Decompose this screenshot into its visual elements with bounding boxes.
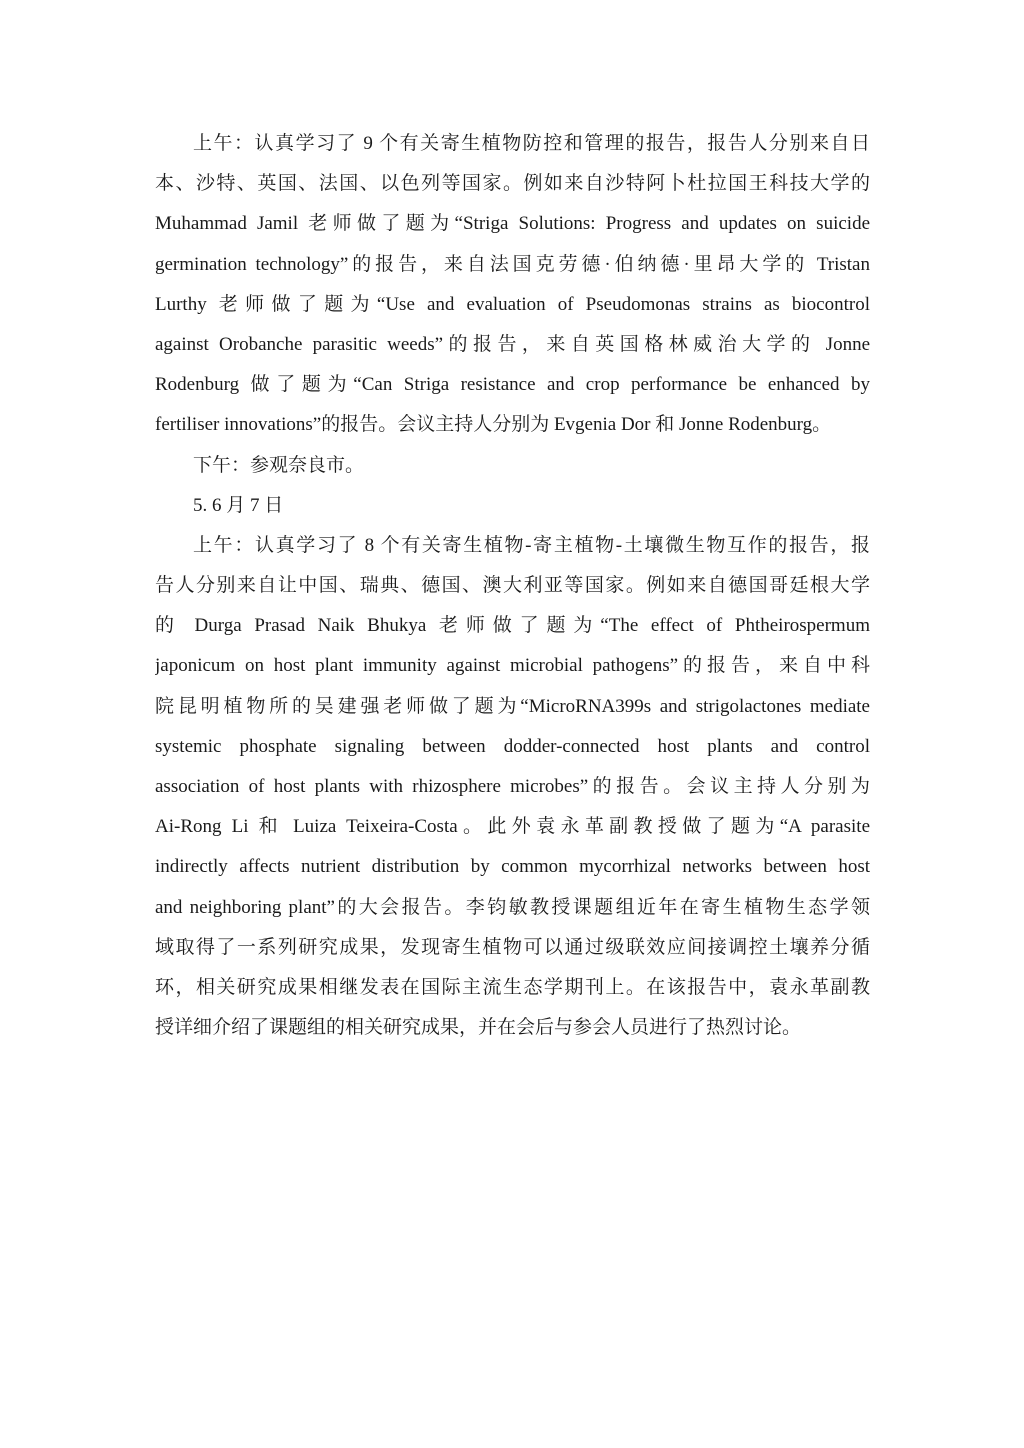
paragraph-line: Lurthy 老师做了题为“Use and evaluation of Pseudomonas strains as biocontrol [155,293,870,315]
paragraph-line: against Orobanche parasitic weeds”的报告，来自英国格林威治大学的 Jonne [155,333,870,355]
paragraph-line: 授详细介绍了课题组的相关研究成果，并在会后与参会人员进行了热烈讨论。 [155,1017,802,1039]
paragraph-line: 上午：认真学习了 8 个有关寄生植物-寄主植物-土壤微生物互作的报告，报 [193,534,870,556]
paragraph-line: Muhammad Jamil 老师做了题为“Striga Solutions: Progress and updates on suicide [155,213,870,235]
paragraph-line: 域取得了一系列研究成果，发现寄生植物可以通过级联效应间接调控土壤养分循 [155,936,870,958]
paragraph-line: fertiliser innovations”的报告。会议主持人分别为 Evgenia Dor 和 Jonne Rodenburg。 [155,414,832,436]
paragraph-line: germination technology”的报告，来自法国克劳德·伯纳德·里昂大学的 Tristan [155,253,870,275]
document-body [155,124,870,1048]
paragraph-line: systemic phosphate signaling between dodder-connected host plants and control [155,735,870,757]
paragraph-line: 下午：参观奈良市。 [193,454,365,476]
paragraph-line: indirectly affects nutrient distribution by common mycorrhizal networks between host [155,856,870,878]
paragraph-line: Ai-Rong Li 和 Luiza Teixeira-Costa。此外袁永革副教授做了题为“A parasite [155,816,870,838]
paragraph-line: 上午：认真学习了 9 个有关寄生植物防控和管理的报告，报告人分别来自日 [193,133,870,154]
paragraph-line: 告人分别来自让中国、瑞典、德国、澳大利亚等国家。例如来自德国哥廷根大学 [155,575,870,597]
paragraph-line: 本、沙特、英国、法国、以色列等国家。例如来自沙特阿卜杜拉国王科技大学的 [155,173,870,195]
section-heading: 5. 6 月 7 日 [193,494,284,516]
paragraph-line: 院昆明植物所的吴建强老师做了题为“MicroRNA399s and strigolactones mediate [155,695,870,717]
paragraph-line: 环，相关研究成果相继发表在国际主流生态学期刊上。在该报告中，袁永革副教 [155,976,870,998]
paragraph-line: japonicum on host plant immunity against microbial pathogens”的报告，来自中科 [155,655,870,677]
paragraph-line: Rodenburg 做了题为“Can Striga resistance and crop performance be enhanced by [155,374,870,396]
paragraph-line: association of host plants with rhizosphere microbes”的报告。会议主持人分别为 [155,776,870,797]
paragraph-line: 的 Durga Prasad Naik Bhukya 老师做了题为“The effect of Phtheirospermum [155,615,870,637]
paragraph-line: and neighboring plant”的大会报告。李钧敏教授课题组近年在寄生植物生态学领 [155,896,870,918]
